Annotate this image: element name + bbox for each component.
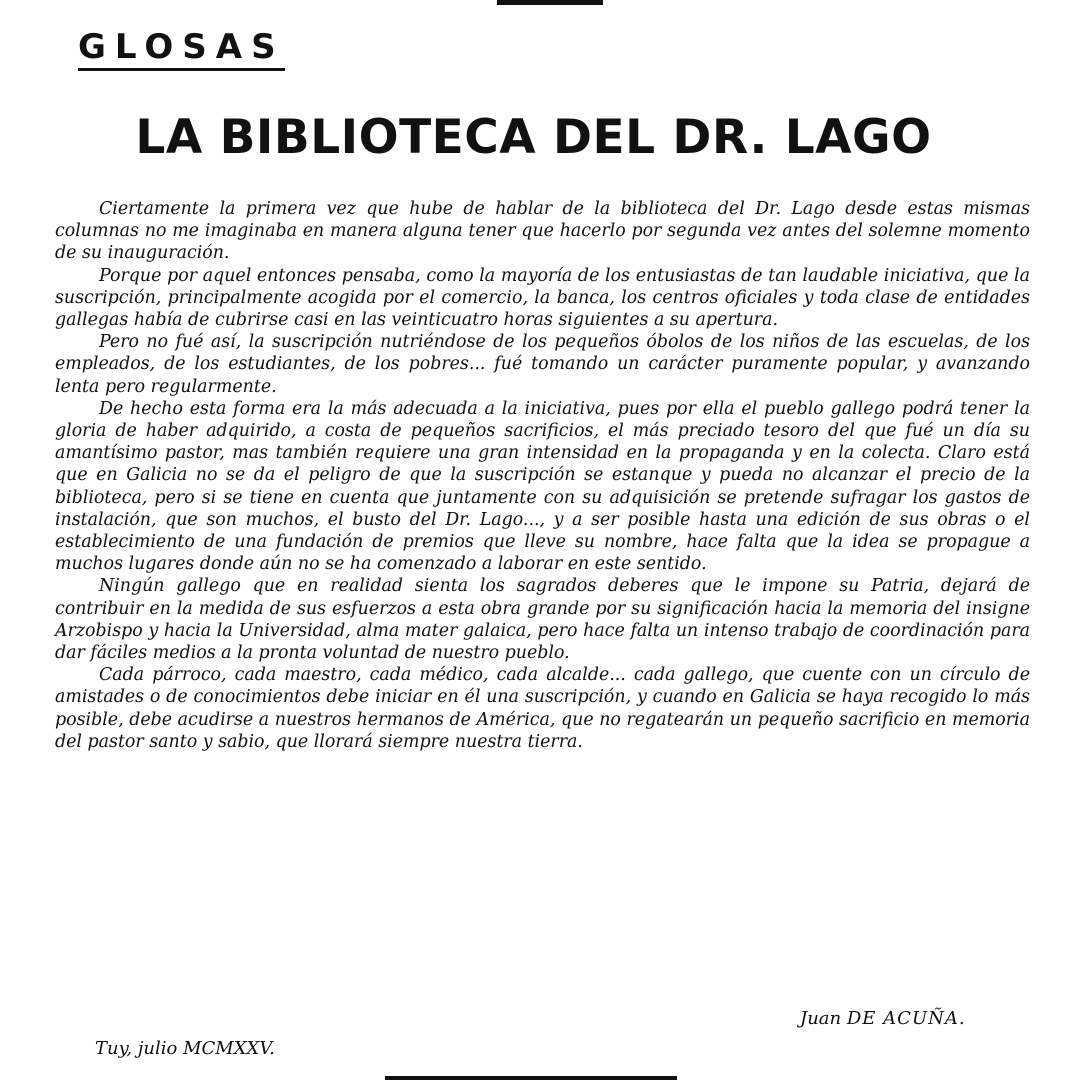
- section-heading: GLOSAS: [78, 30, 285, 71]
- paragraph-6: Cada párroco, cada maestro, cada médico, cada alcalde... cada gallego, que cuente con un círculo de amistades o de conocimientos debe iniciar en él una suscripción, y cuando en Galicia se haya recogido lo más posible, debe acudirse a nuestros hermanos de América, que no regatearán un pequeño sacrificio en memoria del pastor santo y sabio, que llorará siempre nuestra tierra.: [55, 665, 1030, 752]
- article-body: [55, 198, 1030, 753]
- top-rule: [497, 0, 603, 5]
- paragraph-5: Ningún gallego que en realidad sienta los sagrados deberes que le impone su Patria, dejará de contribuir en la medida de sus esfuerzos a esta obra grande por su significación hacia la memoria del insigne Arzobispo y hacia la Universidad, alma mater galaica, pero hace falta un intenso trabajo de coordinación para dar fáciles medios a la pronta voluntad de nuestro pueblo.: [55, 576, 1030, 664]
- dateline: Tuy, julio MCMXXV.: [95, 1038, 275, 1059]
- paragraph-4: De hecho esta forma era la más adecuada a la iniciativa, pues por ella el pueblo gallego podrá tener la gloria de haber adquirido, a costa de pequeños sacrificios, el más preciado tesoro del que fué un día su amantísimo pastor, mas también requiere una gran intensidad en la propaganda y en la colecta. Claro está que en Galicia no se da el peligro de que la suscripción se estanque y pueda no alcanzar el precio de la biblioteca, pero si se tiene en cuenta que juntamente con su adquisición se pretende sufragar los gastos de instalación, que son muchos, el busto del Dr. Lago..., y a ser posible hasta una edición de sus obras o el establecimiento de una fundación de premios que lleve su nombre, hace falta que la idea se propague a muchos lugares donde aún no se ha comenzado a laborar en este sentido.: [55, 398, 1030, 575]
- author-first-name: Juan: [800, 1008, 842, 1029]
- paragraph-3: Pero no fué así, la suscripción nutriéndose de los pequeños óbolos de los niños de las escuelas, de los empleados, de los estudiantes, de los pobres... fué tomando un carácter puramente popular, y avanzando lenta pero regularmente.: [55, 332, 1030, 397]
- author-surname: DE ACUÑA.: [846, 1008, 966, 1029]
- article-headline: LA BIBLIOTECA DEL DR. LAGO: [135, 110, 932, 165]
- author-signature: [800, 1010, 966, 1028]
- paragraph-1: Ciertamente la primera vez que hube de hablar de la biblioteca del Dr. Lago desde estas mismas columnas no me imaginaba en manera alguna tener que hacerlo por segunda vez antes del solemne momento de su inauguración.: [55, 199, 1030, 264]
- paragraph-2: Porque por aquel entonces pensaba, como la mayoría de los entusiastas de tan laudable iniciativa, que la suscripción, principalmente acogida por el comercio, la banca, los centros oficiales y toda clase de entidades gallegas había de cubrirse casi en las veinticuatro horas siguientes a su apertura.: [55, 265, 1030, 331]
- bottom-rule: [385, 1076, 677, 1080]
